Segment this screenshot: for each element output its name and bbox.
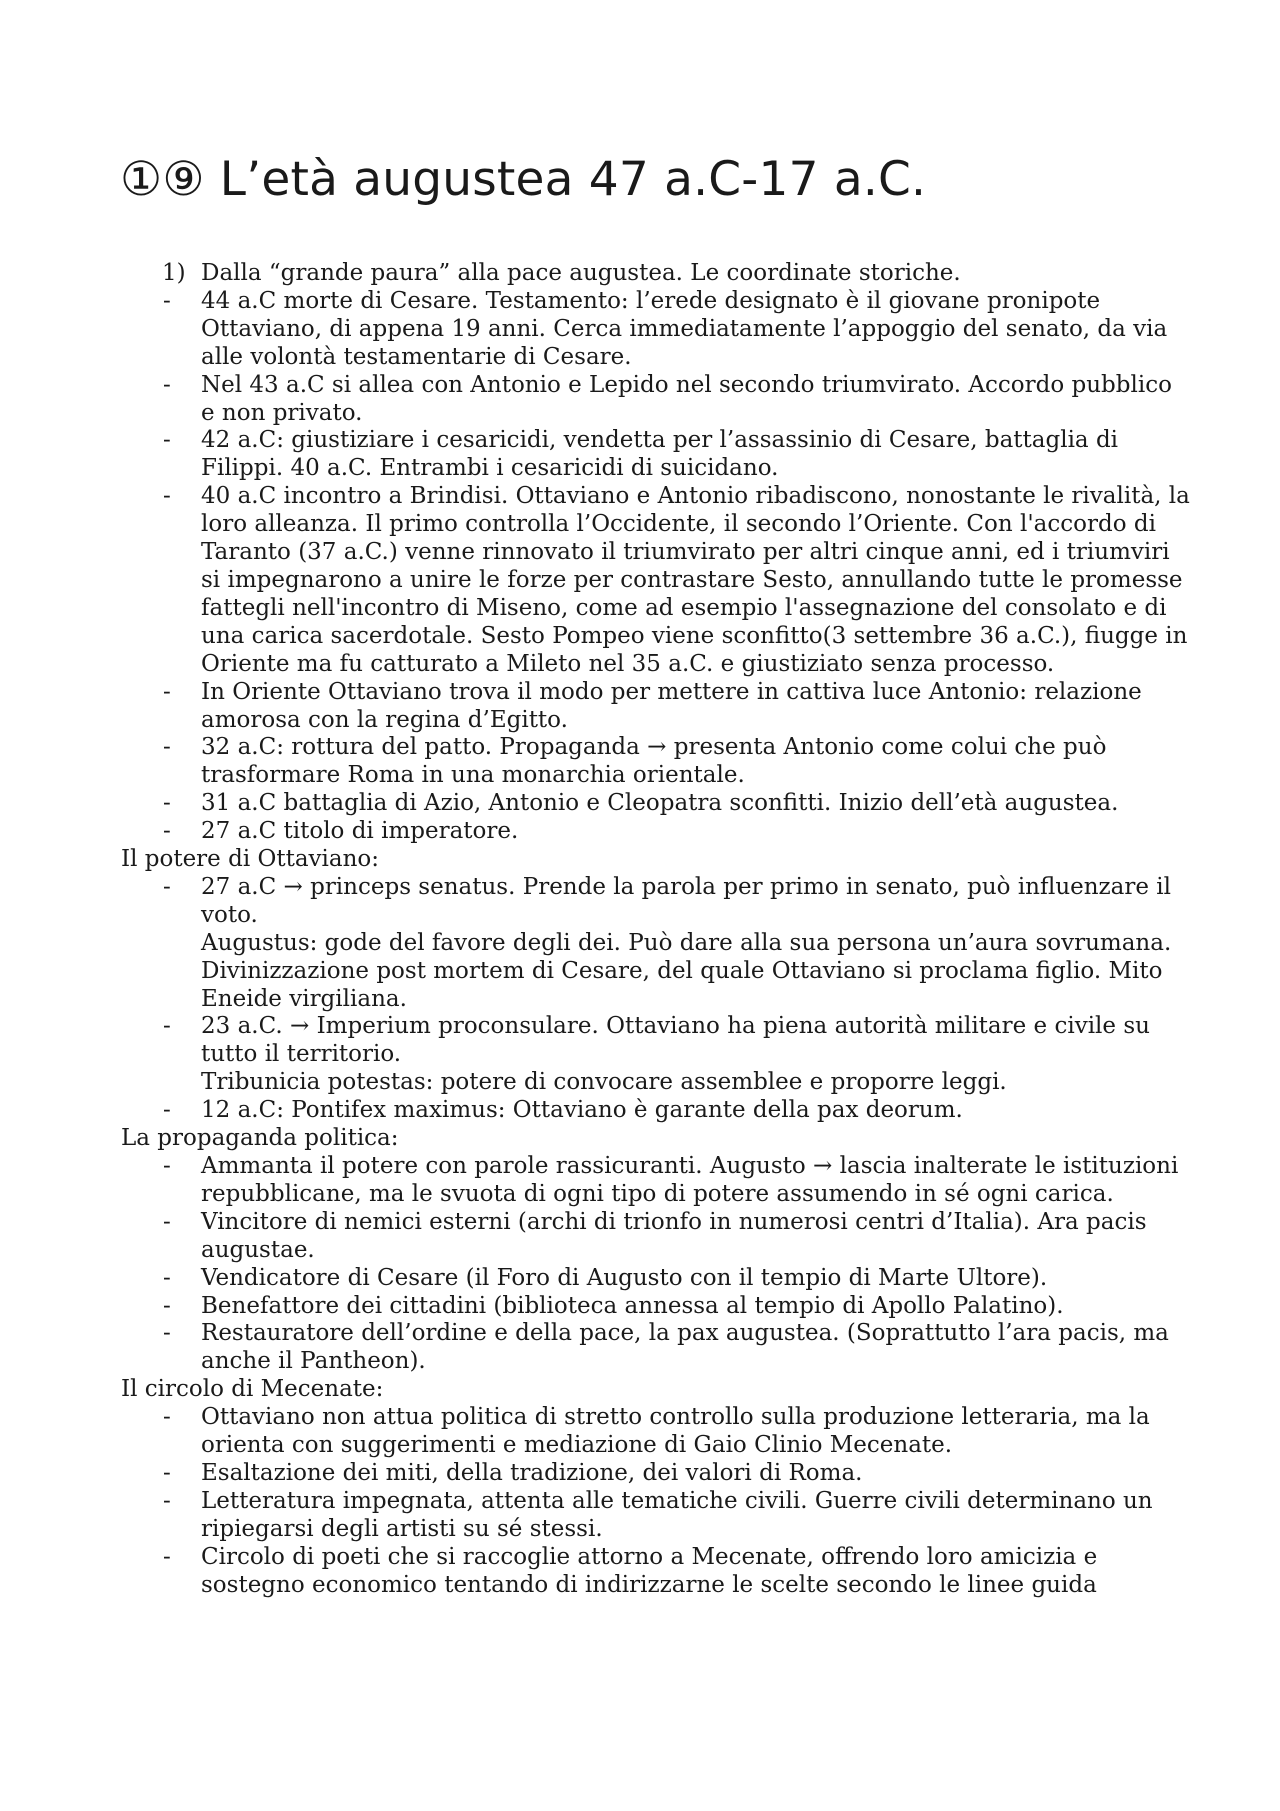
list-item	[121, 483, 1191, 678]
list-item-text: Ottaviano non attua politica di stretto controllo sulla produzione letteraria, ma la orienta con suggerimenti e mediazione di Gaio Clinio Mecenate.	[201, 1404, 1150, 1459]
list-item-text: 40 a.C incontro a Brindisi. Ottaviano e Antonio ribadiscono, nonostante le rivalità, la loro alleanza. Il primo controlla l’Occidente, il secondo l’Oriente. Con l'accordo di Taranto (37 a.C.) venne rinnovato il triumvirato per altri cinque anni, ed i triumviri si impegnarono a unire le forze per contrastare Sesto, annullando tutte le promesse fattegli nell'incontro di Miseno, come ad esempio l'assegnazione del consolato e di una carica sacerdotale. Sesto Pompeo viene sconfitto(3 settembre 36 a.C.), fiugge in Oriente ma fu catturato a Mileto nel 35 a.C. e giustiziato senza processo.	[201, 483, 1190, 677]
list-item-text: Letteratura impegnata, attenta alle tematiche civili. Guerre civili determinano un ripiegarsi degli artisti su sé stessi.	[201, 1487, 1153, 1542]
bullet-dash: -	[163, 678, 171, 705]
list-item	[121, 1013, 1191, 1097]
bullet-dash: -	[163, 1208, 171, 1235]
list-item	[121, 679, 1191, 735]
list-item	[121, 1153, 1191, 1209]
list-item	[121, 1097, 1191, 1125]
section4-list	[121, 1404, 1191, 1599]
bullet-dash: -	[163, 1013, 171, 1040]
list-item-text: In Oriente Ottaviano trova il modo per mettere in cattiva luce Antonio: relazione amorosa con la regina d’Egitto.	[201, 678, 1142, 733]
heading-number: 1)	[162, 260, 186, 286]
bullet-dash: -	[163, 873, 171, 900]
list-item-text: 23 a.C. → Imperium proconsulare. Ottaviano ha piena autorità militare e civile su tutto il territorio.	[201, 1013, 1150, 1068]
list-item	[121, 1265, 1191, 1293]
bullet-dash: -	[163, 1543, 171, 1570]
list-item	[121, 790, 1191, 818]
bullet-dash: -	[163, 427, 171, 454]
section1-list	[121, 288, 1191, 846]
section2-list	[121, 874, 1191, 1125]
list-item	[121, 734, 1191, 790]
list-item-text: Benefattore dei cittadini (biblioteca annessa al tempio di Apollo Palatino).	[201, 1292, 1064, 1319]
bullet-dash: -	[163, 790, 171, 817]
bullet-dash: -	[163, 1320, 171, 1347]
list-item-text: 42 a.C: giustiziare i cesaricidi, vendetta per l’assassinio di Cesare, battaglia di Filippi. 40 a.C. Entrambi i cesaricidi di suicidano.	[201, 427, 1119, 482]
bullet-dash: -	[163, 1459, 171, 1486]
list-item-text: 27 a.C titolo di imperatore.	[201, 818, 519, 845]
document-body	[121, 260, 1191, 1600]
list-item-text: 44 a.C morte di Cesare. Testamento: l’erede designato è il giovane pronipote Ottaviano, di appena 19 anni. Cerca immediatamente l’appoggio del senato, da via alle volontà testamentarie di Cesare.	[201, 287, 1168, 370]
list-item-text: 32 a.C: rottura del patto. Propaganda → presenta Antonio come colui che può trasformare Roma in una monarchia orientale.	[201, 734, 1107, 789]
list-item-text: Restauratore dell’ordine e della pace, la pax augustea. (Soprattutto l’ara pacis, ma anche il Pantheon).	[201, 1320, 1169, 1375]
section-heading	[121, 260, 1191, 288]
bullet-dash: -	[163, 734, 171, 761]
list-item	[121, 1488, 1191, 1544]
bullet-dash: -	[163, 371, 171, 398]
section-label-potere: Il potere di Ottaviano:	[121, 846, 380, 873]
list-item-text: Vendicatore di Cesare (il Foro di Augusto con il tempio di Marte Ultore).	[201, 1264, 1048, 1291]
list-item-continuation: Tribunicia potestas: potere di convocare assemblee e proporre leggi.	[201, 1069, 1007, 1096]
list-item-text: Ammanta il potere con parole rassicuranti. Augusto → lascia inalterate le istituzioni repubblicane, ma le svuota di ogni tipo di potere assumendo in sé ogni carica.	[201, 1153, 1179, 1207]
bullet-dash: -	[163, 1404, 171, 1431]
list-item-text: 12 a.C: Pontifex maximus: Ottaviano è garante della pax deorum.	[201, 1097, 963, 1124]
list-item	[121, 874, 1191, 1014]
list-item-continuation: Augustus: gode del favore degli dei. Può dare alla sua persona un’aura sovrumana. Divinizzazione post mortem di Cesare, del quale Ottaviano si proclama figlio. Mito Eneide virgiliana.	[201, 929, 1172, 1012]
list-item	[121, 1460, 1191, 1488]
list-item	[121, 1544, 1191, 1600]
list-item	[121, 288, 1191, 372]
section3-list	[121, 1153, 1191, 1376]
section-label-propaganda: La propaganda politica:	[121, 1125, 399, 1152]
list-item-text: Nel 43 a.C si allea con Antonio e Lepido nel secondo triumvirato. Accordo pubblico e non privato.	[201, 371, 1172, 426]
page-title: ①⑨ L’età augustea 47 a.C-17 a.C.	[120, 152, 927, 207]
bullet-dash: -	[163, 1153, 171, 1179]
list-item	[121, 427, 1191, 483]
list-item	[121, 1293, 1191, 1321]
list-item	[121, 1320, 1191, 1376]
bullet-dash: -	[163, 818, 171, 845]
bullet-dash: -	[163, 1292, 171, 1319]
bullet-dash: -	[163, 1097, 171, 1124]
heading-text: Dalla “grande paura” alla pace augustea. Le coordinate storiche.	[201, 260, 961, 286]
list-item	[121, 1404, 1191, 1460]
section-label-mecenate: Il circolo di Mecenate:	[121, 1376, 384, 1403]
bullet-dash: -	[163, 287, 171, 314]
list-item-text: 31 a.C battaglia di Azio, Antonio e Cleopatra sconfitti. Inizio dell’età augustea.	[201, 790, 1119, 817]
list-item-text: 27 a.C → princeps senatus. Prende la parola per primo in senato, può influenzare il voto.	[201, 873, 1172, 928]
bullet-dash: -	[163, 483, 171, 510]
list-item	[121, 1209, 1191, 1265]
list-item-text: Circolo di poeti che si raccoglie attorno a Mecenate, offrendo loro amicizia e sostegno economico tentando di indirizzarne le scelte secondo le linee guida	[201, 1543, 1098, 1598]
list-item	[121, 818, 1191, 846]
list-item-text: Esaltazione dei miti, della tradizione, dei valori di Roma.	[201, 1459, 863, 1486]
list-item-text: Vincitore di nemici esterni (archi di trionfo in numerosi centri d’Italia). Ara pacis augustae.	[201, 1208, 1147, 1263]
bullet-dash: -	[163, 1487, 171, 1514]
list-item	[121, 372, 1191, 428]
bullet-dash: -	[163, 1264, 171, 1291]
